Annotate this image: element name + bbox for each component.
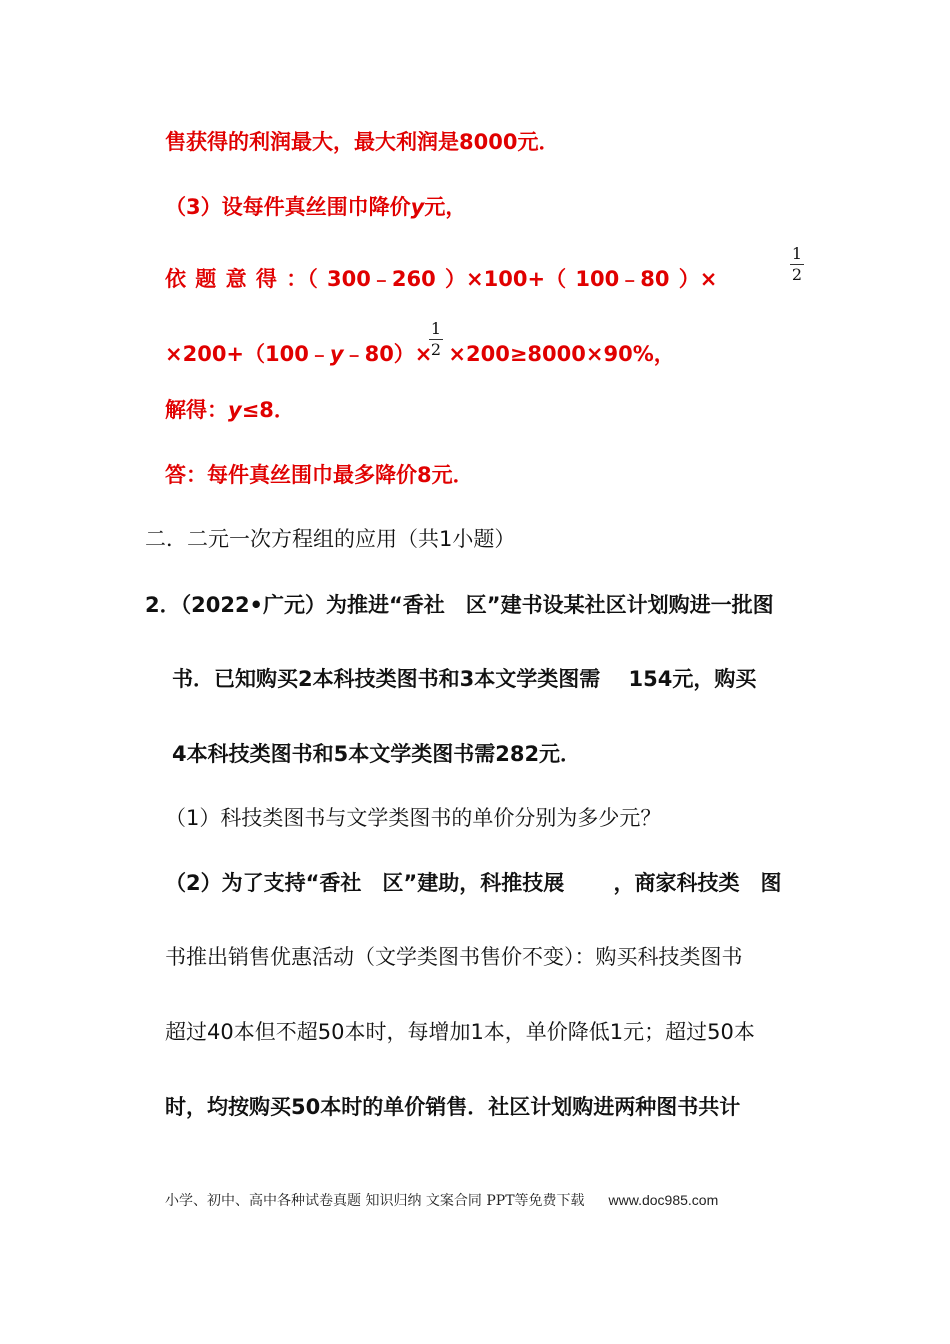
answer-line-6: 答：每件真丝围巾最多降价8元． [165,463,474,487]
fraction-numerator: 1 [430,319,442,338]
fraction-one-half-2 [429,321,443,358]
question-2-line-3: 超过40本但不超50本时，每增加1本，单价降低1元；超过50本 [165,1020,755,1044]
answer-line-5 [165,396,295,424]
answer-line-4 [165,340,675,368]
fraction-one-half [790,246,804,283]
answer-line-2-prefix: （3）设每件真丝围巾降价 [165,195,411,219]
footer-url[interactable]: www.doc985.com [608,1192,719,1208]
problem-line-2: 书．已知购买2本科技类图书和3本文学类图需 154元，购买 [172,667,757,691]
answer-line-1: 售获得的利润最大，最大利润是8000元． [165,130,560,154]
answer-line-5-suffix: ≤8． [241,398,295,422]
variable-y: y [329,342,344,366]
fraction-denominator: 2 [791,265,803,284]
answer-line-4-a: ×200+（100﹣ [165,342,330,366]
problem-line-1: 2．（2022•广元）为推进“香社 区”建书设某社区计划购进一批图 [145,593,774,617]
fraction-numerator: 1 [791,244,803,263]
page-footer [165,1190,718,1210]
answer-line-4-b: ﹣80）× [343,342,433,366]
variable-y: y [228,398,242,422]
footer-text: 小学、初中、高中各种试卷真题 知识归纳 文案合同 PPT等免费下载 [165,1193,585,1209]
question-2-line-4: 时，均按购买50本时的单价销售．社区计划购进两种图书共计 [165,1095,741,1119]
answer-line-2-suffix: 元， [424,195,467,219]
answer-line-4-c: ×200≥8000×90%， [448,342,675,366]
question-2-line-2: 书推出销售优惠活动（文学类图书售价不变）：购买科技类图书 [165,945,743,969]
fraction-denominator: 2 [430,340,442,359]
section-heading: 二．二元一次方程组的应用（共1小题） [145,527,516,551]
answer-line-5-prefix: 解得： [165,398,228,422]
variable-y: y [410,195,425,219]
question-2-line-1: （2）为了支持“香社 区”建助，科推技展 ，商家科技类 图 [165,871,782,895]
problem-line-3: 4本科技类图书和5本文学类图书需282元． [172,742,582,766]
question-1: （1）科技类图书与文学类图书的单价分别为多少元？ [165,806,662,830]
answer-line-2 [165,193,466,221]
answer-line-3: 依 题 意 得 ：（ 300﹣260 ）×100+（ 100﹣80 ）× [165,267,718,291]
